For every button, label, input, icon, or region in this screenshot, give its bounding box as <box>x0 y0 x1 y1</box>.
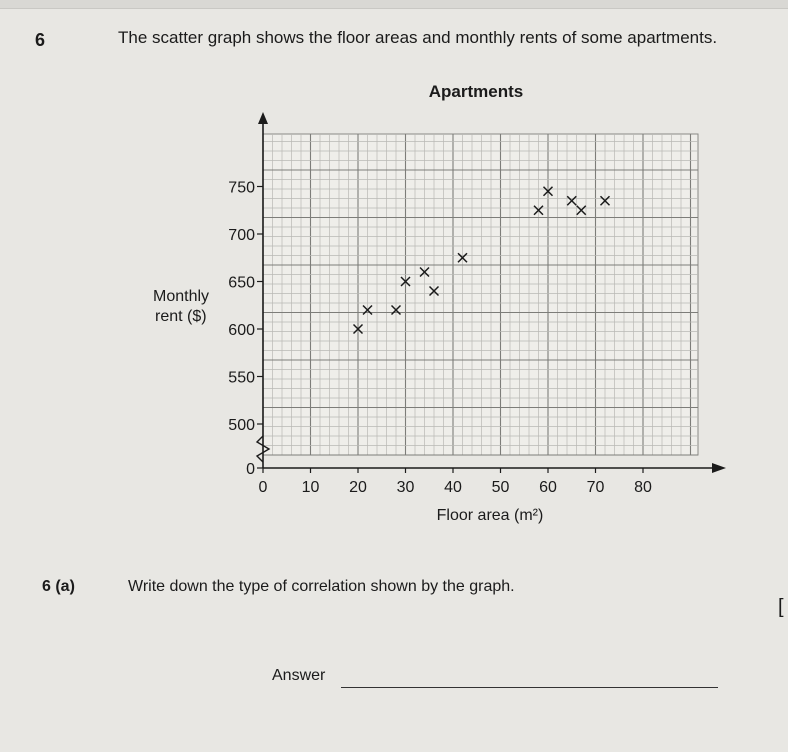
x-tick-label: 50 <box>491 479 510 496</box>
part-a-label: 6 (a) <box>42 578 75 595</box>
x-tick-label: 20 <box>349 479 367 496</box>
x-tick-label: 10 <box>301 479 320 496</box>
chart-grid <box>263 134 698 455</box>
y-tick-label: 500 <box>228 417 255 434</box>
question-number: 6 <box>35 30 46 50</box>
grid-background <box>263 134 698 455</box>
x-axis-arrow <box>712 463 726 473</box>
y-tick-label: 750 <box>228 179 255 197</box>
part-a-question: Write down the type of correlation shown by the graph. <box>128 578 515 595</box>
x-tick-label: 80 <box>634 479 652 496</box>
chart-title: Apartments <box>428 82 524 101</box>
y-axis-arrow <box>258 112 268 124</box>
x-tick-label: 30 <box>396 479 415 496</box>
y-tick-label: 700 <box>228 227 255 244</box>
chart-y-axis-label-line-1: Monthly <box>153 288 210 305</box>
x-tick-label: 70 <box>586 479 605 496</box>
chart-x-axis-label: Floor area (m²) <box>436 507 544 524</box>
y-tick-label: 600 <box>228 322 255 339</box>
y-tick-label: 650 <box>228 274 255 292</box>
chart-y-axis-label-line-2: rent ($) <box>155 308 207 325</box>
x-tick-label: 60 <box>539 479 557 496</box>
answer-label: Answer <box>272 667 326 684</box>
y-tick-label: 550 <box>228 369 255 387</box>
y-tick-label: 0 <box>246 461 255 478</box>
x-tick-label: 0 <box>258 479 268 496</box>
marks-bracket: [ <box>778 596 784 618</box>
x-tick-label: 40 <box>444 479 462 496</box>
answer-line[interactable] <box>341 687 718 688</box>
question-intro: The scatter graph shows the floor areas and monthly rents of some apartments. <box>118 28 718 47</box>
